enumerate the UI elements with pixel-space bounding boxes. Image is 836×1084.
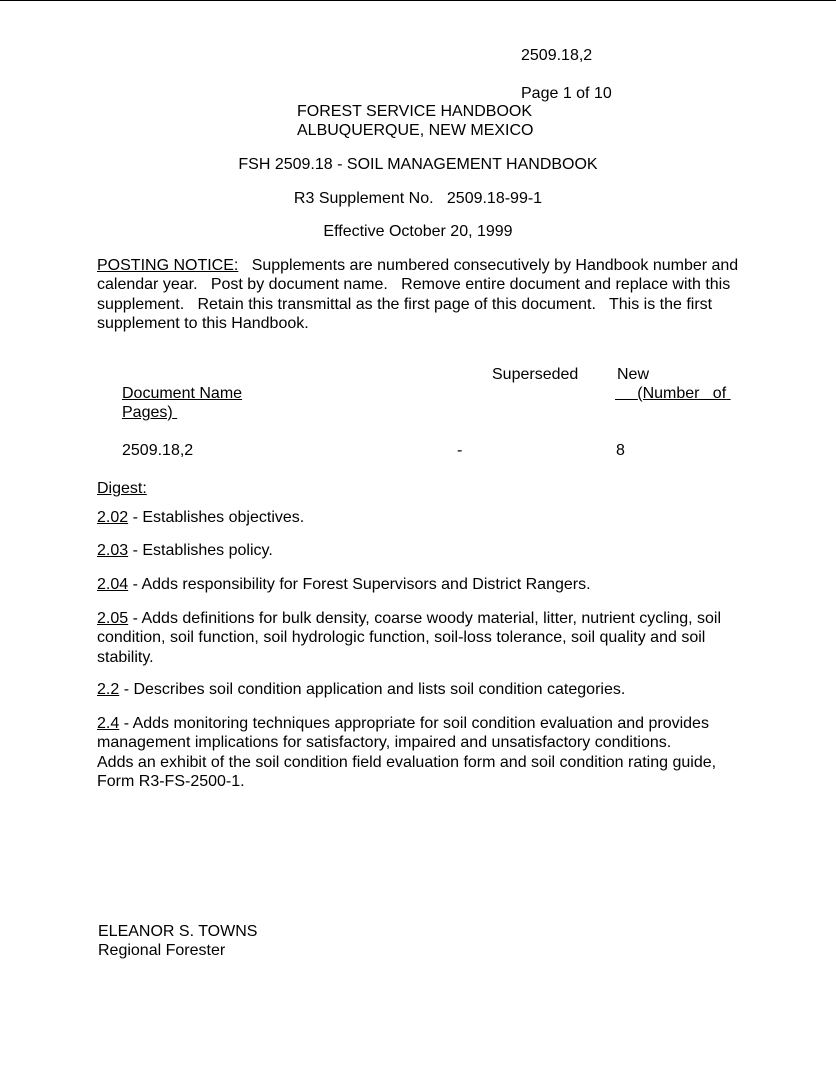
effective-date: Effective October 20, 1999 bbox=[323, 223, 513, 240]
digest-section: 2.04 bbox=[97, 576, 129, 593]
digest-section: 2.4 bbox=[97, 715, 120, 732]
col-pages: Pages) bbox=[122, 404, 173, 421]
col-number-of: (Number of bbox=[637, 385, 727, 402]
signer-name: ELEANOR S. TOWNS bbox=[98, 923, 258, 940]
digest-section: 2.2 bbox=[97, 681, 120, 698]
agency-line-2: ALBUQUERQUE, NEW MEXICO bbox=[297, 122, 534, 139]
digest-section: 2.03 bbox=[97, 542, 129, 559]
posting-notice bbox=[97, 256, 742, 333]
row-document-name: 2509.18,2 bbox=[122, 442, 194, 459]
digest-label: Digest: bbox=[97, 480, 147, 497]
digest-section: 2.05 bbox=[97, 610, 129, 627]
posting-notice-text: Supplements are numbered consecutively by Handbook number and calendar year. Post by document name. Remove entire document and replace with this supplement. Retain this transmittal as the first page of this document. This is the first supplement to this Handbook. bbox=[97, 257, 743, 332]
col-new: New bbox=[617, 366, 650, 383]
digest-item: 2.4 - Adds monitoring techniques appropriate for soil condition evaluation and provides management implications for satisfactory, impaired and unsatisfactory conditions. Adds an exhibit of the soil condition field evaluation form and soil condition rating guide, Form R3-FS-2500-1. bbox=[97, 715, 717, 790]
page-info: Page 1 of 10 bbox=[521, 85, 612, 102]
digest-item: 2.02 - Establishes objectives. bbox=[97, 509, 305, 526]
posting-notice-label: POSTING NOTICE: bbox=[97, 257, 239, 274]
digest-item: 2.2 - Describes soil condition application and lists soil condition categories. bbox=[97, 681, 626, 698]
digest-item-extra: Adds an exhibit of the soil condition field evaluation form and soil condition rating guide, Form R3-FS-2500-1. bbox=[97, 753, 717, 790]
supplement-number: R3 Supplement No. 2509.18-99-1 bbox=[293, 190, 543, 207]
digest-section: 2.02 bbox=[97, 509, 129, 526]
signer-title: Regional Forester bbox=[98, 942, 226, 959]
digest-item: 2.04 - Adds responsibility for Forest Supervisors and District Rangers. bbox=[97, 576, 591, 593]
digest-item: 2.05 - Adds definitions for bulk density, coarse woody material, litter, nutrient cycling, soil condition, soil function, soil hydrologic function, soil-loss tolerance, soil quality and soil stability. bbox=[97, 610, 722, 666]
digest-item: 2.03 - Establishes policy. bbox=[97, 542, 273, 559]
row-new: 8 bbox=[616, 442, 625, 459]
handbook-title: FSH 2509.18 - SOIL MANAGEMENT HANDBOOK bbox=[238, 156, 598, 173]
col-document-name: Document Name bbox=[122, 385, 243, 402]
agency-line-1: FOREST SERVICE HANDBOOK bbox=[297, 103, 533, 120]
row-superseded: - bbox=[457, 442, 463, 459]
doc-number: 2509.18,2 bbox=[521, 47, 593, 64]
col-superseded: Superseded bbox=[492, 366, 579, 383]
